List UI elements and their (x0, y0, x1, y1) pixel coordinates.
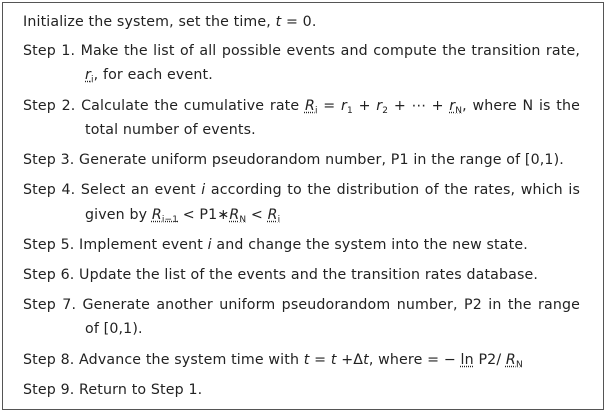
step2-plus: + (352, 98, 377, 114)
step4-R2: R (229, 207, 240, 223)
step1-line2-suffix: , for each event. (93, 67, 213, 83)
step2-R-sub: i (314, 106, 318, 116)
step8-plus: +Δ (336, 352, 364, 368)
step8-R-N (506, 352, 523, 368)
step2-R: R (304, 98, 315, 114)
step4-R2-sub: N (239, 215, 247, 225)
step4-R-i (268, 207, 281, 223)
step2-line2: total number of events. (85, 122, 256, 138)
step1-line1: Step 1. Make the list of all possible events and compute the transition rate, (23, 43, 580, 59)
step4-line2-prefix: given by (85, 207, 152, 223)
step8-R: R (505, 352, 516, 368)
init-line (23, 13, 317, 31)
step9-line: Step 9. Return to Step 1. (23, 382, 203, 398)
algorithm-box (2, 2, 604, 410)
step6-line: Step 6. Update the list of the events and the transition rates database. (23, 267, 539, 283)
step2-dots: + ⋯ + (388, 98, 450, 114)
step1-rate-symbol (85, 67, 94, 83)
step8-mid: P2/ (473, 352, 506, 368)
step4-suffix: according to the distribution of the rates, which is (205, 182, 580, 198)
step3-line: Step 3. Generate uniform pseudorandom number, P1 in the range of [0,1). (23, 152, 564, 168)
step4-prefix: Step 4. Select an event (23, 182, 202, 198)
step7-line1: Step 7. Generate another uniform pseudorandom number, P2 in the range (23, 297, 580, 313)
step4-R1: R (151, 207, 162, 223)
init-prefix: Initialize the system, set the time, (23, 14, 276, 30)
step2-line1 (23, 97, 580, 115)
step1-r: r (85, 67, 91, 83)
step8-prefix: Step 8. Advance the system time with (23, 352, 304, 368)
step8-t1: t (303, 352, 310, 368)
step4-R3-sub: i (277, 215, 281, 225)
step8-t3: t (363, 352, 369, 368)
step4-line1 (23, 181, 580, 199)
step7-line2: of [0,1). (85, 321, 143, 337)
step8-ln: ln (460, 352, 474, 368)
step2-r2-sub: 2 (382, 106, 389, 116)
step4-R3: R (267, 207, 278, 223)
init-var-t: t (275, 14, 282, 30)
step4-lt: < (246, 207, 268, 223)
step4-mid: < P1∗ (178, 207, 230, 223)
step8-t2: t (330, 352, 337, 368)
step2-R-symbol (305, 98, 318, 114)
init-suffix: = 0. (281, 14, 317, 30)
step4-R1-sub: i−1 (161, 215, 179, 225)
step8-suffix: , where = − (368, 352, 461, 368)
step1-line2 (85, 66, 213, 84)
step8-R-sub: N (515, 360, 523, 370)
step2-eq: = (317, 98, 342, 114)
step5-suffix: and change the system into the new state. (211, 237, 528, 253)
step2-suffix: , where N is the (462, 98, 580, 114)
step8-line (23, 351, 523, 369)
step8-eq: = (309, 352, 331, 368)
step4-line2 (85, 206, 280, 224)
step5-prefix: Step 5. Implement event (23, 237, 208, 253)
step1-r-sub: i (90, 75, 94, 85)
step4-R-prev (152, 207, 178, 223)
step2-rN: r (449, 98, 456, 114)
step2-r1-sub: 1 (347, 106, 353, 116)
step2-rN-symbol (449, 98, 462, 114)
step2-r1: r (341, 98, 347, 114)
step4-var-i: i (201, 182, 206, 198)
step2-rN-sub: N (455, 106, 463, 116)
step2-r2: r (376, 98, 383, 114)
step5-line (23, 236, 528, 254)
step5-var-i: i (207, 237, 212, 253)
step2-prefix: Step 2. Calculate the cumulative rate (23, 98, 305, 114)
step4-R-N (229, 207, 246, 223)
